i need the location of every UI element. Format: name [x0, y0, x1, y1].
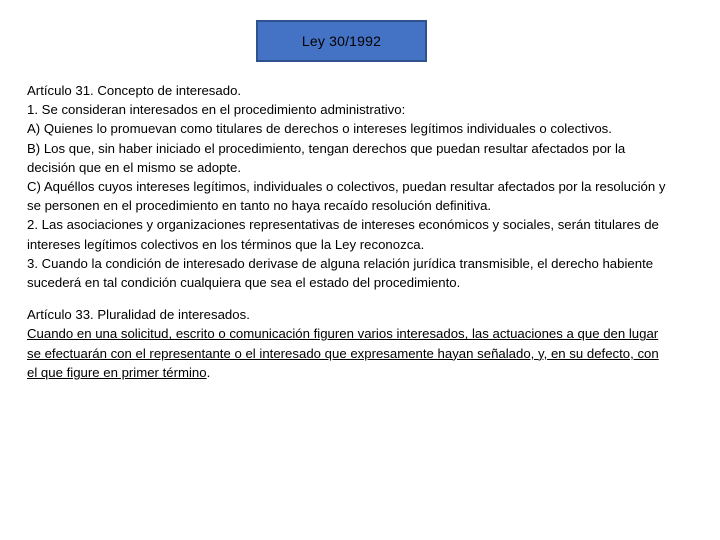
article-31-paragraph-1: 1. Se consideran interesados en el procedimiento administrativo: — [27, 102, 406, 118]
section-gap — [27, 292, 667, 305]
title-box — [256, 20, 427, 62]
article-31-paragraph-3: 3. Cuando la condición de interesado derivase de alguna relación jurídica transmisible, el derecho habiente sucederá en tal condición cualquiera que sea el estado del procedimiento. — [27, 255, 654, 291]
article-31-item-b: B) Los que, sin haber iniciado el procedimiento, tengan derechos que puedan resultar afectados por la decisión que en el mismo se adopte. — [27, 140, 626, 175]
article-33-body: Cuando en una solicitud, escrito o comunicación figuren varios interesados, las actuaciones a que den lugar se efectuarán con el representante o el interesado que expresamente hayan señalado, y, en su defecto, con el que figure en primer término — [27, 326, 659, 380]
article-31-item-a: A) Quienes lo promuevan como titulares de derechos o intereses legítimos individuales o colectivos. — [27, 121, 612, 137]
article-33-paragraph — [27, 324, 667, 382]
article-33-end-punctuation: . — [206, 364, 211, 380]
title-label: Ley 30/1992 — [301, 33, 382, 49]
article-31-heading: Artículo 31. Concepto de interesado. — [27, 83, 242, 98]
article-33-heading: Artículo 33. Pluralidad de interesados. — [27, 307, 250, 323]
article-31-item-c: C) Aquéllos cuyos intereses legítimos, individuales o colectivos, puedan resultar afectados por la resolución y se personen en el procedimiento en tanto no haya recaído resolución definitiva. — [27, 179, 666, 214]
document-body — [27, 81, 667, 382]
article-31-paragraph-2: 2. Las asociaciones y organizaciones representativas de intereses económicos y sociales, serán titulares de intereses legítimos colectivos en los términos que la Ley reconozca. — [27, 217, 659, 252]
